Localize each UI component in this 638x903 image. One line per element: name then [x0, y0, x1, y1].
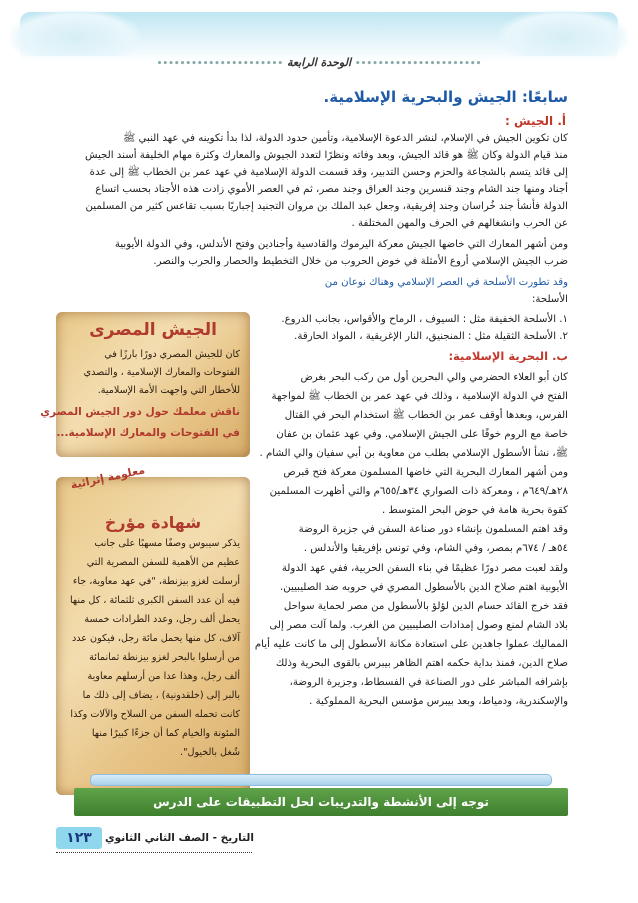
body-line: خاصة مع الروم خوفًا على الجيش الإسلامي. وفي عهد عثمان بن عفان: [276, 429, 568, 440]
unit-title-text: الوحدة الرابعة: [286, 56, 352, 69]
box-line: فيه أن عدد السفن الكبرى ثلثمائة ، كل منها: [70, 595, 240, 606]
body-line: عن الحرب وانشغالهم في الحرف والمهن المختلفة .: [351, 218, 568, 229]
body-line: بلاد الشام لمنع وصول إمدادات الصليبيين من الغرب. ولما آلت مصر إلى: [269, 620, 568, 631]
unit-title: •••••••••••••••••••••• الوحدة الرابعة ••••••••••••••••••••••: [156, 56, 482, 69]
body-line: ٥٤هـ / ٦٧٤م بمصر، وفي الشام، وفي تونس بإفريقيا والأندلس .: [303, 543, 568, 554]
body-line: ضرب الجيش الإسلامي أروع الأمثلة في خوض الحروب من خلال التخطيط والحصار والحرب والنصر.: [153, 256, 568, 267]
decorative-bar: [90, 774, 552, 786]
enrichment-tag: معلومة إثرائية: [69, 463, 147, 492]
box-line: يحمل ألف رجل، وعدد الطرادات خمسة: [84, 614, 240, 625]
body-line: المماليك عملوا جاهدين على استعادة مكانة الأسطول إلى ما كانت عليه أيام: [254, 639, 568, 650]
body-line: إلى قائد يتسم بالشجاعة والحزم وحسن التدبير، وقد قسمت الدولة الإسلامية في عهد عمر بن الخطاب ﷺ إلى عدة: [89, 167, 568, 178]
footer-subject: التاريخ - الصف الثاني الثانوي: [105, 832, 254, 844]
body-line: كان أبو العلاء الحضرمي والي البحرين أول من ركب البحر بغرض: [300, 372, 568, 383]
box-line: من أرسلوا بالبحر لغزو بيزنطة ثمانمائة: [89, 652, 240, 663]
body-line: منذ قيام الدولة وكان ﷺ هو قائد الجيش، وبعد وفاته ونظرًا لتعدد الجيوش والمعارك وكثرة مهام الخليفة أسند الجيش: [84, 150, 568, 161]
body-line: ﷺ، نشأ الأسطول الإسلامي بطلب من معاوية بن أبي سفيان والي الشام .: [259, 448, 568, 459]
subsection-navy: ب. البحرية الإسلامية:: [448, 349, 568, 363]
body-line: كقوة بحرية هامة في حوض البحر المتوسط .: [381, 505, 568, 516]
body-line: الفرس، وبعدها أوقف عمر بن الخطاب ﷺ استخدام البحر في القتال: [284, 410, 568, 421]
info-box-egyptian-army: [40, 312, 250, 457]
info-box-historian: [56, 463, 250, 795]
box-line: الفتوحات والمعارك الإسلامية ، والتصدي: [83, 367, 240, 378]
discussion-prompt: ناقش معلمك حول دور الجيش المصري: [40, 406, 240, 418]
body-line: والإسكندرية، ودمياط، وبعد بيبرس مؤسس البحرية المملوكية .: [309, 696, 568, 707]
body-line: صلاح الدين، فمنذ بداية حكمه اهتم الظاهر بيبرس بالقوى البحرية وذلك: [275, 658, 568, 669]
body-line: ٢٨هـ/٦٤٩م ، ومعركة ذات الصواري ٣٤هـ/٦٥٥م والتي أظهرت المسلمين: [269, 486, 568, 497]
body-line: أجناد ومنها جند الشام وجند قنسرين وجند العراق وجند مصر، ثم في العصر الأموي زادت هذه الأجناد بحسب اتساع: [95, 184, 568, 195]
section-title: سابعًا: الجيش والبحرية الإسلامية.: [323, 88, 568, 106]
box-line: للأخطار التي واجهت الأمة الإسلامية.: [97, 385, 240, 396]
box-line: ألف رجل، وهذا عدا من أرسلهم معاوية: [87, 671, 240, 682]
footer-rule: [56, 852, 252, 853]
discussion-prompt: في الفتوحات والمعارك الإسلامية...: [56, 427, 240, 439]
box-title: الجيش المصرى: [89, 320, 217, 340]
body-line: وقد تطورت الأسلحة في العصر الإسلامي وهناك نوعان من: [324, 277, 568, 288]
body-line: بإشرافه المباشر على دور الصناعة في الفسطاط، وجزيرة الروضة،: [289, 677, 568, 688]
box-line: بالبر إلى (خلقدونية) ، يضاف إلى ذلك ما: [82, 690, 240, 701]
header-ornament-left: [10, 10, 140, 56]
body-line: ومن أشهر المعارك البحرية التي خاضها المسلمون معركة فتح قبرص: [283, 467, 568, 478]
box-line: آلاف، كل منها يحمل مائة رجل، فيكون عدد: [71, 633, 240, 644]
body-line: فقد خرج القائد حسام الدين لؤلؤ بالأسطول من مصر لحماية سواحل: [283, 601, 568, 612]
weapons-heavy: ٢. الأسلحة الثقيلة مثل : المنجنيق، النار الإغريقية ، المواد الحارقة.: [294, 331, 568, 342]
subsection-army: أ. الجيش :: [505, 114, 566, 128]
activities-banner[interactable]: توجه إلى الأنشطة والتدريبات لحل التطبيقات على الدرس: [74, 788, 568, 816]
body-line: ولقد لعبت مصر دورًا عظيمًا في بناء السفن الحربية، ففي عهد الدولة: [281, 563, 568, 574]
body-line: الأسلحة:: [531, 294, 568, 305]
header-ornament-right: [498, 10, 628, 56]
box-line: المئونة والخيام كما أن جزءًا كبيرًا منها: [91, 728, 240, 739]
weapons-light: ١. الأسلحة الخفيفة مثل : السيوف ، الرماح والأقواس، بجانب الدروع.: [281, 314, 568, 325]
box-title: شهادة مؤرخ: [104, 513, 202, 532]
box-line: يذكر سيبوس وصفًا مسهبًا على جانب: [94, 538, 240, 549]
box-line: شُغل بالخيول".: [180, 747, 240, 758]
body-line: الأيوبية اهتم صلاح الدين بالأسطول المصري في حروبه ضد الصليبيين.: [280, 582, 568, 593]
body-line: وقد اهتم المسلمون بإنشاء دور صناعة السفن في جزيرة الروضة: [298, 524, 568, 535]
box-line: أرسلت لغزو بيزنطة، "في عهد معاوية، جاء: [72, 576, 240, 587]
box-line: كان للجيش المصري دورًا بارزًا في: [104, 349, 240, 360]
body-line: كان تكوين الجيش في الإسلام، لنشر الدعوة الإسلامية، وتأمين حدود الدولة، لذا بدأ تكوينه في عهد النبي ﷺ: [122, 133, 568, 144]
box-line: كانت تحمله السفن من السلاح والآلات وكذا: [70, 709, 240, 720]
body-line: الفتح في الدولة الإسلامية ، وذلك في عهد عمر بن الخطاب ﷺ لمواجهة: [271, 391, 568, 402]
box-line: عظيم من الأهمية للسفن المصرية التي: [86, 557, 240, 568]
page-number: ١٢٣: [56, 827, 102, 849]
body-line: ومن أشهر المعارك التي خاضها الجيش معركة اليرموك والقادسية وأجنادين وفتح الأندلس، وفي الدولة الأيوبية: [114, 239, 568, 250]
body-line: الدولة فأنشأ جند خُراسان وجند إفريقية، وجعل عبد الملك بن مروان التجنيد إجباريًا بسبب تقاعس كثير من المسلمين: [85, 201, 568, 212]
